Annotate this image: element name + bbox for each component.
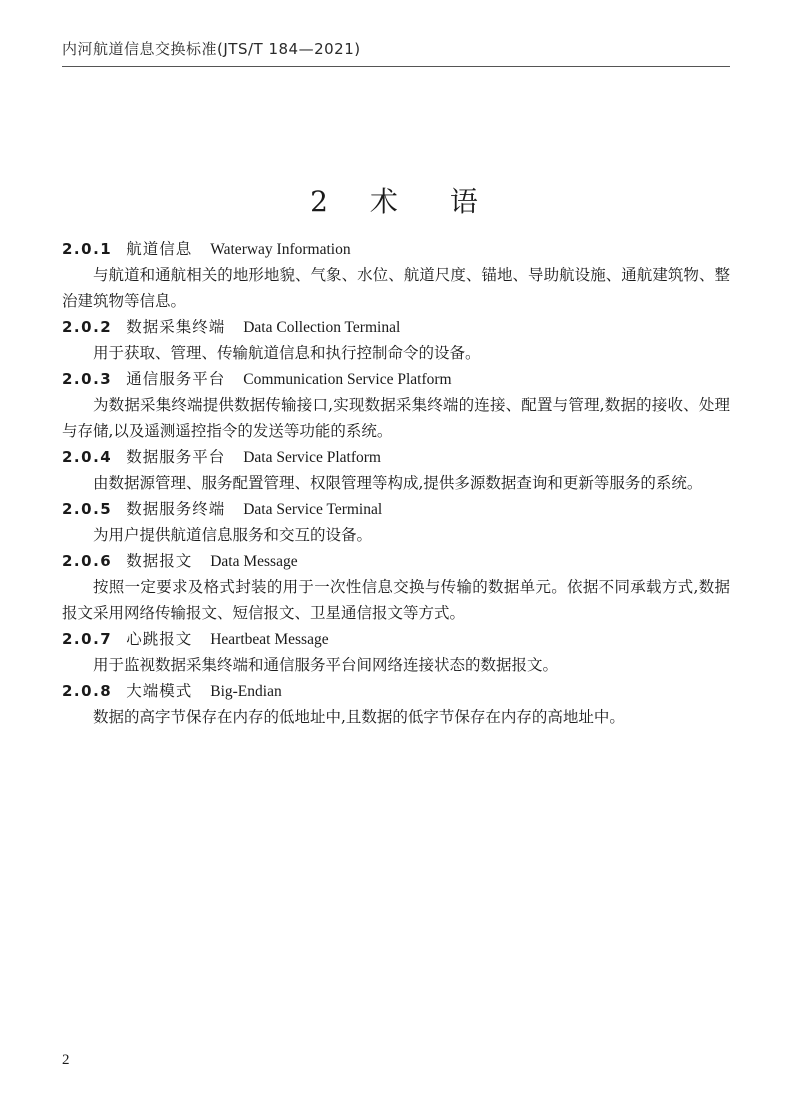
term-heading — [62, 366, 730, 392]
term-heading — [62, 496, 730, 522]
chapter-title-part1: 术 — [369, 185, 400, 218]
term-chinese: 心跳报文 — [126, 630, 193, 648]
term-definition: 为用户提供航道信息服务和交互的设备。 — [93, 526, 373, 544]
term-number: 2.0.2 — [62, 318, 113, 336]
term-entry — [62, 678, 730, 730]
term-english: Data Message — [210, 553, 298, 570]
page-number: 2 — [62, 1052, 70, 1068]
term-english: Heartbeat Message — [210, 631, 329, 648]
term-chinese: 通信服务平台 — [126, 370, 226, 388]
term-chinese: 数据服务平台 — [126, 448, 226, 466]
terms-list — [62, 236, 730, 730]
term-entry — [62, 366, 730, 444]
chapter-number: 2 — [310, 185, 330, 218]
term-definition: 按照一定要求及格式封装的用于一次性信息交换与传输的数据单元。依据不同承载方式,数据报文采用网络传输报文、短信报文、卫星通信报文等方式。 — [62, 578, 730, 622]
running-header: 内河航道信息交换标准(JTS/T 184—2021) — [62, 40, 361, 58]
chapter-title — [0, 180, 790, 220]
term-english: Communication Service Platform — [243, 371, 452, 388]
term-definition: 用于监视数据采集终端和通信服务平台间网络连接状态的数据报文。 — [93, 656, 559, 674]
term-english: Big-Endian — [210, 683, 282, 700]
term-definition: 数据的高字节保存在内存的低地址中,且数据的低字节保存在内存的高地址中。 — [93, 708, 625, 726]
term-chinese: 大端模式 — [126, 682, 193, 700]
term-number: 2.0.3 — [62, 370, 113, 388]
term-entry — [62, 626, 730, 678]
term-heading — [62, 626, 730, 652]
term-english: Data Service Platform — [243, 449, 381, 466]
term-chinese: 数据报文 — [126, 552, 193, 570]
term-entry — [62, 548, 730, 626]
term-number: 2.0.8 — [62, 682, 113, 700]
term-heading — [62, 314, 730, 340]
term-heading — [62, 236, 730, 262]
term-entry — [62, 236, 730, 314]
term-english: Data Service Terminal — [243, 501, 383, 518]
term-number: 2.0.5 — [62, 500, 113, 518]
term-number: 2.0.7 — [62, 630, 113, 648]
term-chinese: 数据采集终端 — [126, 318, 226, 336]
term-chinese: 航道信息 — [126, 240, 193, 258]
term-definition: 为数据采集终端提供数据传输接口,实现数据采集终端的连接、配置与管理,数据的接收、处理与存储,以及遥测遥控指令的发送等功能的系统。 — [62, 396, 730, 440]
term-heading — [62, 444, 730, 470]
term-definition: 由数据源管理、服务配置管理、权限管理等构成,提供多源数据查询和更新等服务的系统。 — [93, 474, 703, 492]
term-heading — [62, 548, 730, 574]
term-number: 2.0.1 — [62, 240, 113, 258]
term-english: Data Collection Terminal — [243, 319, 401, 336]
chapter-title-part2: 语 — [449, 185, 480, 218]
term-entry — [62, 444, 730, 496]
term-number: 2.0.4 — [62, 448, 113, 466]
term-heading — [62, 678, 730, 704]
term-number: 2.0.6 — [62, 552, 113, 570]
term-entry — [62, 496, 730, 548]
term-definition: 与航道和通航相关的地形地貌、气象、水位、航道尺度、锚地、导助航设施、通航建筑物、整治建筑物等信息。 — [62, 266, 730, 310]
term-english: Waterway Information — [210, 241, 351, 258]
header-rule — [62, 66, 730, 67]
term-entry — [62, 314, 730, 366]
term-chinese: 数据服务终端 — [126, 500, 226, 518]
term-definition: 用于获取、管理、传输航道信息和执行控制命令的设备。 — [93, 344, 481, 362]
